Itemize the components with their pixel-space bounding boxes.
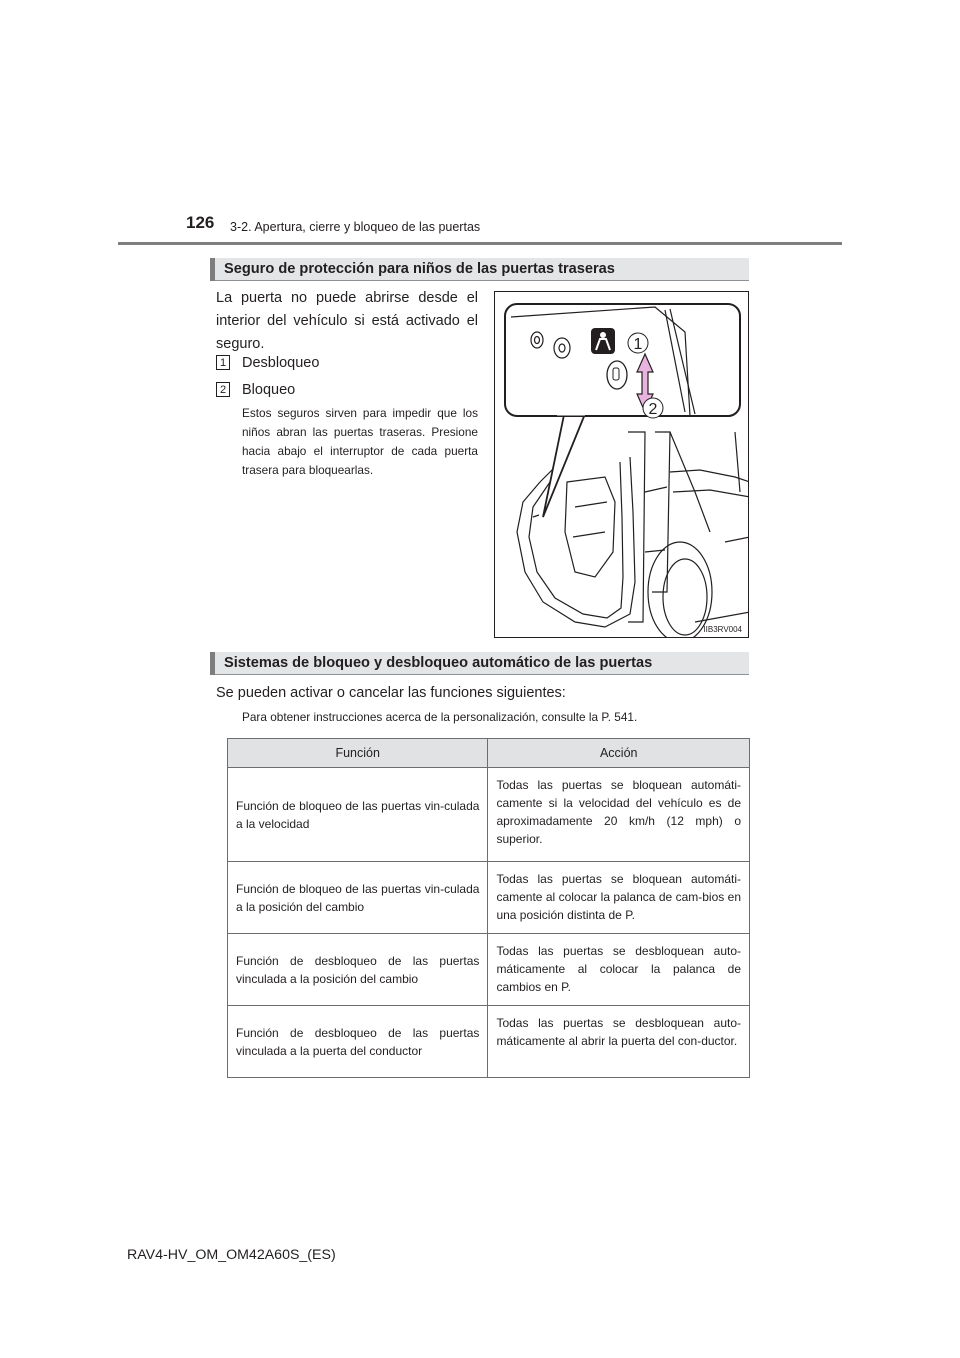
child-lock-note: Estos seguros sirven para impedir que los niños abran las puertas traseras. Presione hacia abajo el interruptor de cada puerta trasera para bloquearlas. bbox=[242, 406, 478, 477]
manual-code: RAV4-HV_OM_OM42A60S_(ES) bbox=[127, 1247, 336, 1263]
section-heading-child-lock bbox=[210, 258, 749, 281]
heading-bar bbox=[210, 258, 215, 281]
table-header-row bbox=[228, 739, 750, 768]
item-label-lock: Bloqueo bbox=[242, 382, 296, 398]
door-lever-drawing bbox=[495, 292, 749, 638]
item-number-2: 2 bbox=[216, 382, 230, 397]
header-rule bbox=[118, 242, 842, 245]
action-cell: Todas las puertas se desbloquean auto-máticamente al colocar la palanca de cambios en P. bbox=[488, 934, 750, 1006]
section-heading-auto-lock bbox=[210, 652, 749, 675]
function-cell: Función de bloqueo de las puertas vin-culada a la posición del cambio bbox=[228, 862, 488, 934]
action-cell: Todas las puertas se bloquean automáti-camente si la velocidad del vehículo es de aproximadamente 20 km/h (12 mph) o superior. bbox=[488, 768, 750, 862]
customization-note: Para obtener instrucciones acerca de la personalización, consulte la P. 541. bbox=[242, 710, 638, 724]
function-cell: Función de bloqueo de las puertas vin-culada a la velocidad bbox=[228, 768, 488, 862]
figure-code: IIB3RV004 bbox=[703, 625, 742, 634]
callout-2: 2 bbox=[648, 401, 658, 418]
callout-1: 1 bbox=[633, 336, 643, 353]
action-cell: Todas las puertas se bloquean automáti-camente al colocar la palanca de cam-bios en una posición distinta de P. bbox=[488, 862, 750, 934]
table-row bbox=[228, 862, 750, 934]
heading-bar bbox=[210, 652, 215, 675]
section-breadcrumb: 3-2. Apertura, cierre y bloqueo de las puertas bbox=[230, 220, 481, 234]
table-row bbox=[228, 1006, 750, 1078]
table-row bbox=[228, 768, 750, 862]
item-number-1: 1 bbox=[216, 355, 230, 370]
function-cell: Función de desbloqueo de las puertas vinculada a la posición del cambio bbox=[228, 934, 488, 1006]
action-cell: Todas las puertas se desbloquean auto-máticamente al abrir la puerta del con-ductor. bbox=[488, 1006, 750, 1078]
child-lock-description: La puerta no puede abrirse desde el interior del vehículo si está activado el seguro. bbox=[216, 290, 478, 352]
table-row bbox=[228, 934, 750, 1006]
column-header-accion: Acción bbox=[488, 739, 750, 768]
section-title: Sistemas de bloqueo y desbloqueo automático de las puertas bbox=[224, 655, 653, 671]
column-header-funcion: Función bbox=[228, 739, 488, 768]
item-label-unlock: Desbloqueo bbox=[242, 355, 320, 371]
rear-door-illustration bbox=[494, 291, 749, 638]
page-number: 126 bbox=[186, 213, 215, 232]
functions-table bbox=[227, 738, 750, 1078]
function-cell: Función de desbloqueo de las puertas vinculada a la puerta del conductor bbox=[228, 1006, 488, 1078]
auto-lock-intro: Se pueden activar o cancelar las funciones siguientes: bbox=[216, 685, 566, 701]
section-title: Seguro de protección para niños de las puertas traseras bbox=[224, 261, 615, 277]
